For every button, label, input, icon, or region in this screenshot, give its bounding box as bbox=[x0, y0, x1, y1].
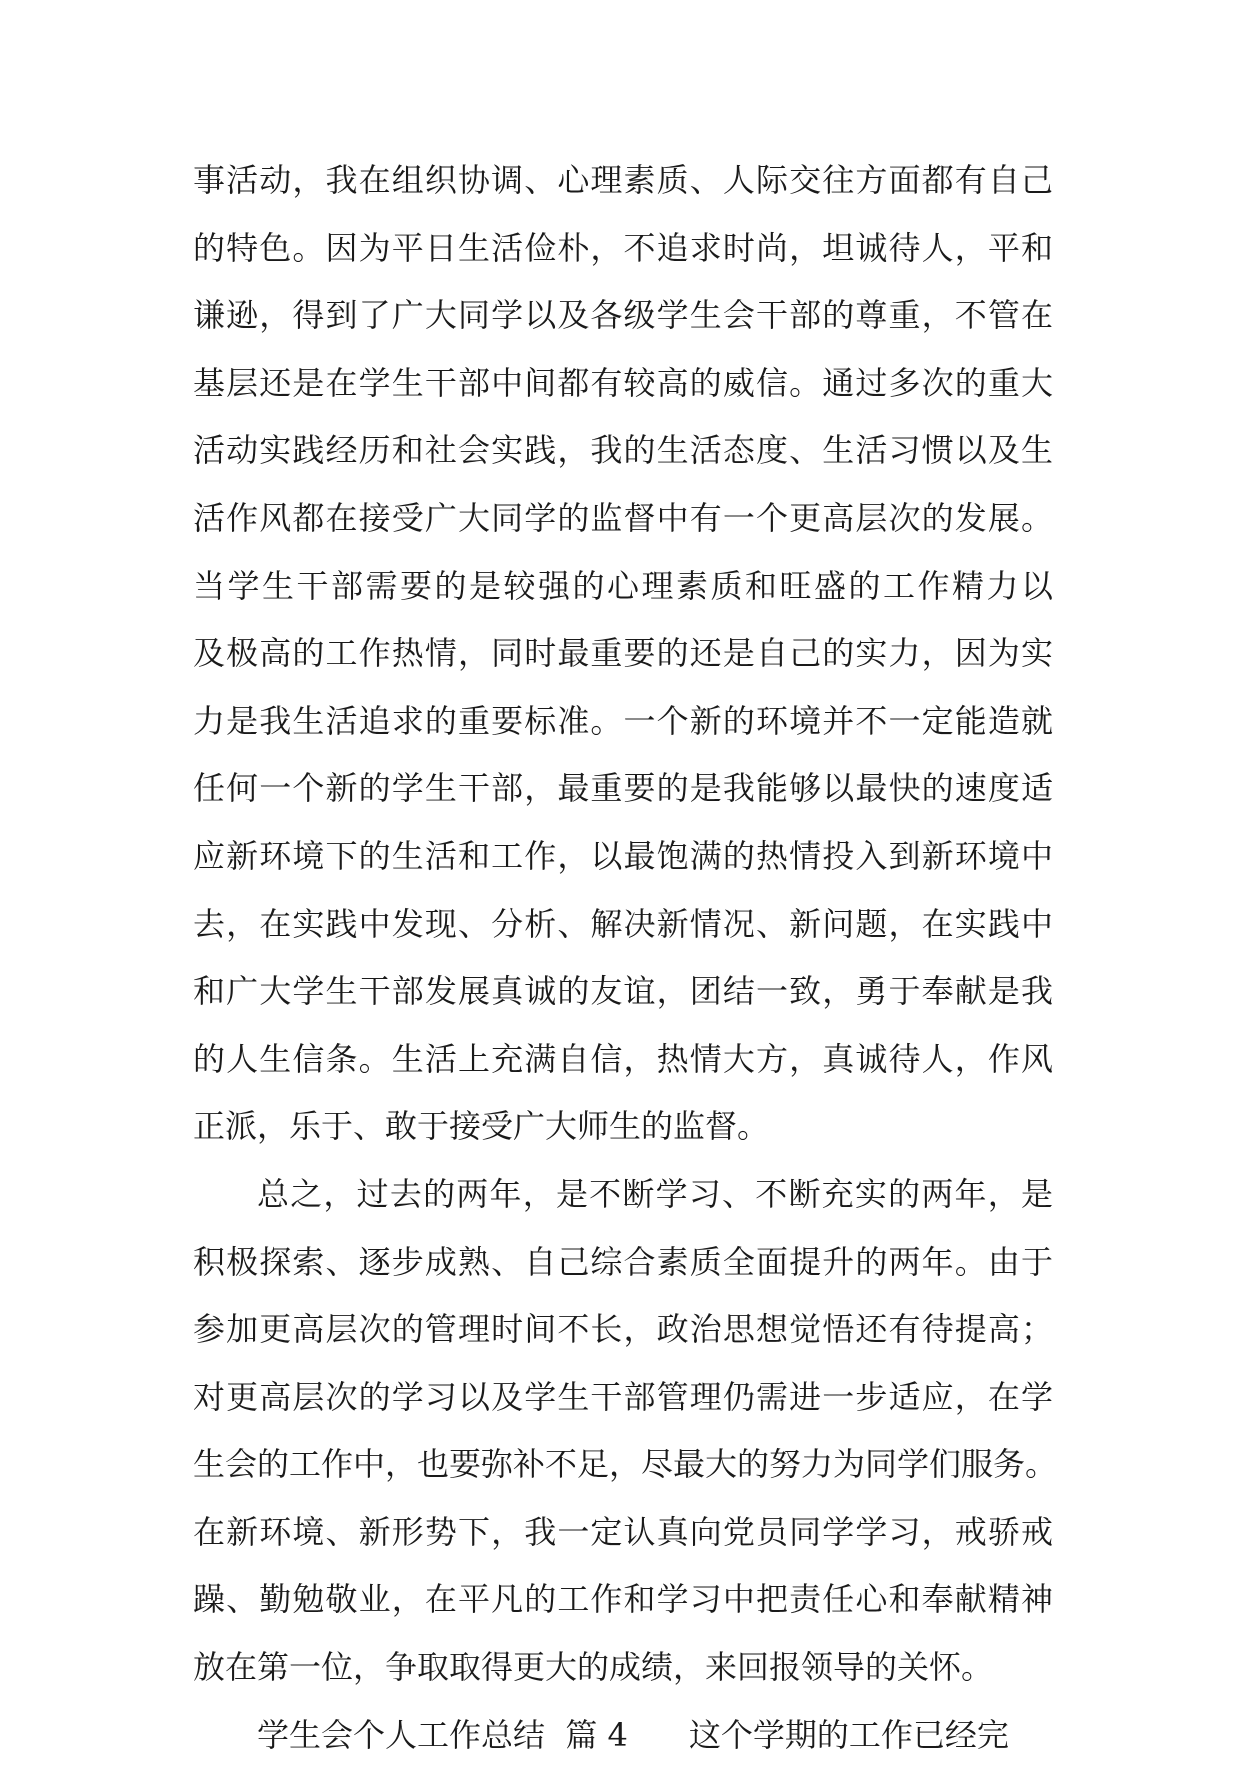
text-line: 及极高的工作热情，同时最重要的还是自己的实力，因为实 bbox=[193, 634, 1053, 673]
text-line: 应新环境下的生活和工作，以最饱满的热情投入到新环境中 bbox=[193, 836, 1053, 875]
text-line: 事活动，我在组织协调、心理素质、人际交往方面都有自己 bbox=[193, 161, 1053, 199]
text-line: 去，在实践中发现、分析、解决新情况、新问题，在实践中 bbox=[193, 904, 1053, 943]
text-line: 活作风都在接受广大同学的监督中有一个更高层次的发展。 bbox=[193, 498, 1053, 537]
text-line: 放在第一位，争取取得更大的成绩，来回报领导的关怀。 bbox=[193, 1648, 994, 1687]
text-line: 的人生信条。生活上充满自信，热情大方，真诚待人，作风 bbox=[193, 1039, 1053, 1078]
text-line: 谦逊，得到了广大同学以及各级学生会干部的尊重，不管在 bbox=[193, 296, 1053, 335]
text-line: 参加更高层次的管理时间不长，政治思想觉悟还有待提高； bbox=[193, 1310, 1053, 1349]
text-line: 的特色。因为平日生活俭朴，不追求时尚，坦诚待人，平和 bbox=[193, 228, 1053, 267]
section-heading-line: 学生会个人工作总结 篇 4 这个学期的工作已经完 bbox=[257, 1715, 1009, 1754]
text-line: 活动实践经历和社会实践，我的生活态度、生活习惯以及生 bbox=[193, 431, 1053, 470]
body-text bbox=[193, 160, 1058, 1782]
text-line: 和广大学生干部发展真诚的友谊，团结一致，勇于奉献是我 bbox=[193, 972, 1053, 1011]
text-line: 基层还是在学生干部中间都有较高的威信。通过多次的重大 bbox=[193, 363, 1053, 402]
text-line: 总之，过去的两年，是不断学习、不断充实的两年，是 bbox=[257, 1174, 1053, 1213]
text-line: 对更高层次的学习以及学生干部管理仍需进一步适应，在学 bbox=[193, 1377, 1053, 1416]
text-line: 躁、勤勉敬业，在平凡的工作和学习中把责任心和奉献精神 bbox=[193, 1580, 1053, 1619]
text-line: 生会的工作中，也要弥补不足，尽最大的努力为同学们服务。 bbox=[193, 1445, 1058, 1484]
text-line: 力是我生活追求的重要标准。一个新的环境并不一定能造就 bbox=[193, 701, 1053, 740]
text-line: 任何一个新的学生干部，最重要的是我能够以最快的速度适 bbox=[193, 769, 1053, 808]
text-line: 在新环境、新形势下，我一定认真向党员同学学习，戒骄戒 bbox=[193, 1512, 1053, 1551]
text-line: 当学生干部需要的是较强的心理素质和旺盛的工作精力以 bbox=[193, 566, 1053, 605]
text-line: 积极探索、逐步成熟、自己综合素质全面提升的两年。由于 bbox=[193, 1242, 1053, 1281]
text-line: 正派，乐于、敢于接受广大师生的监督。 bbox=[193, 1107, 770, 1146]
